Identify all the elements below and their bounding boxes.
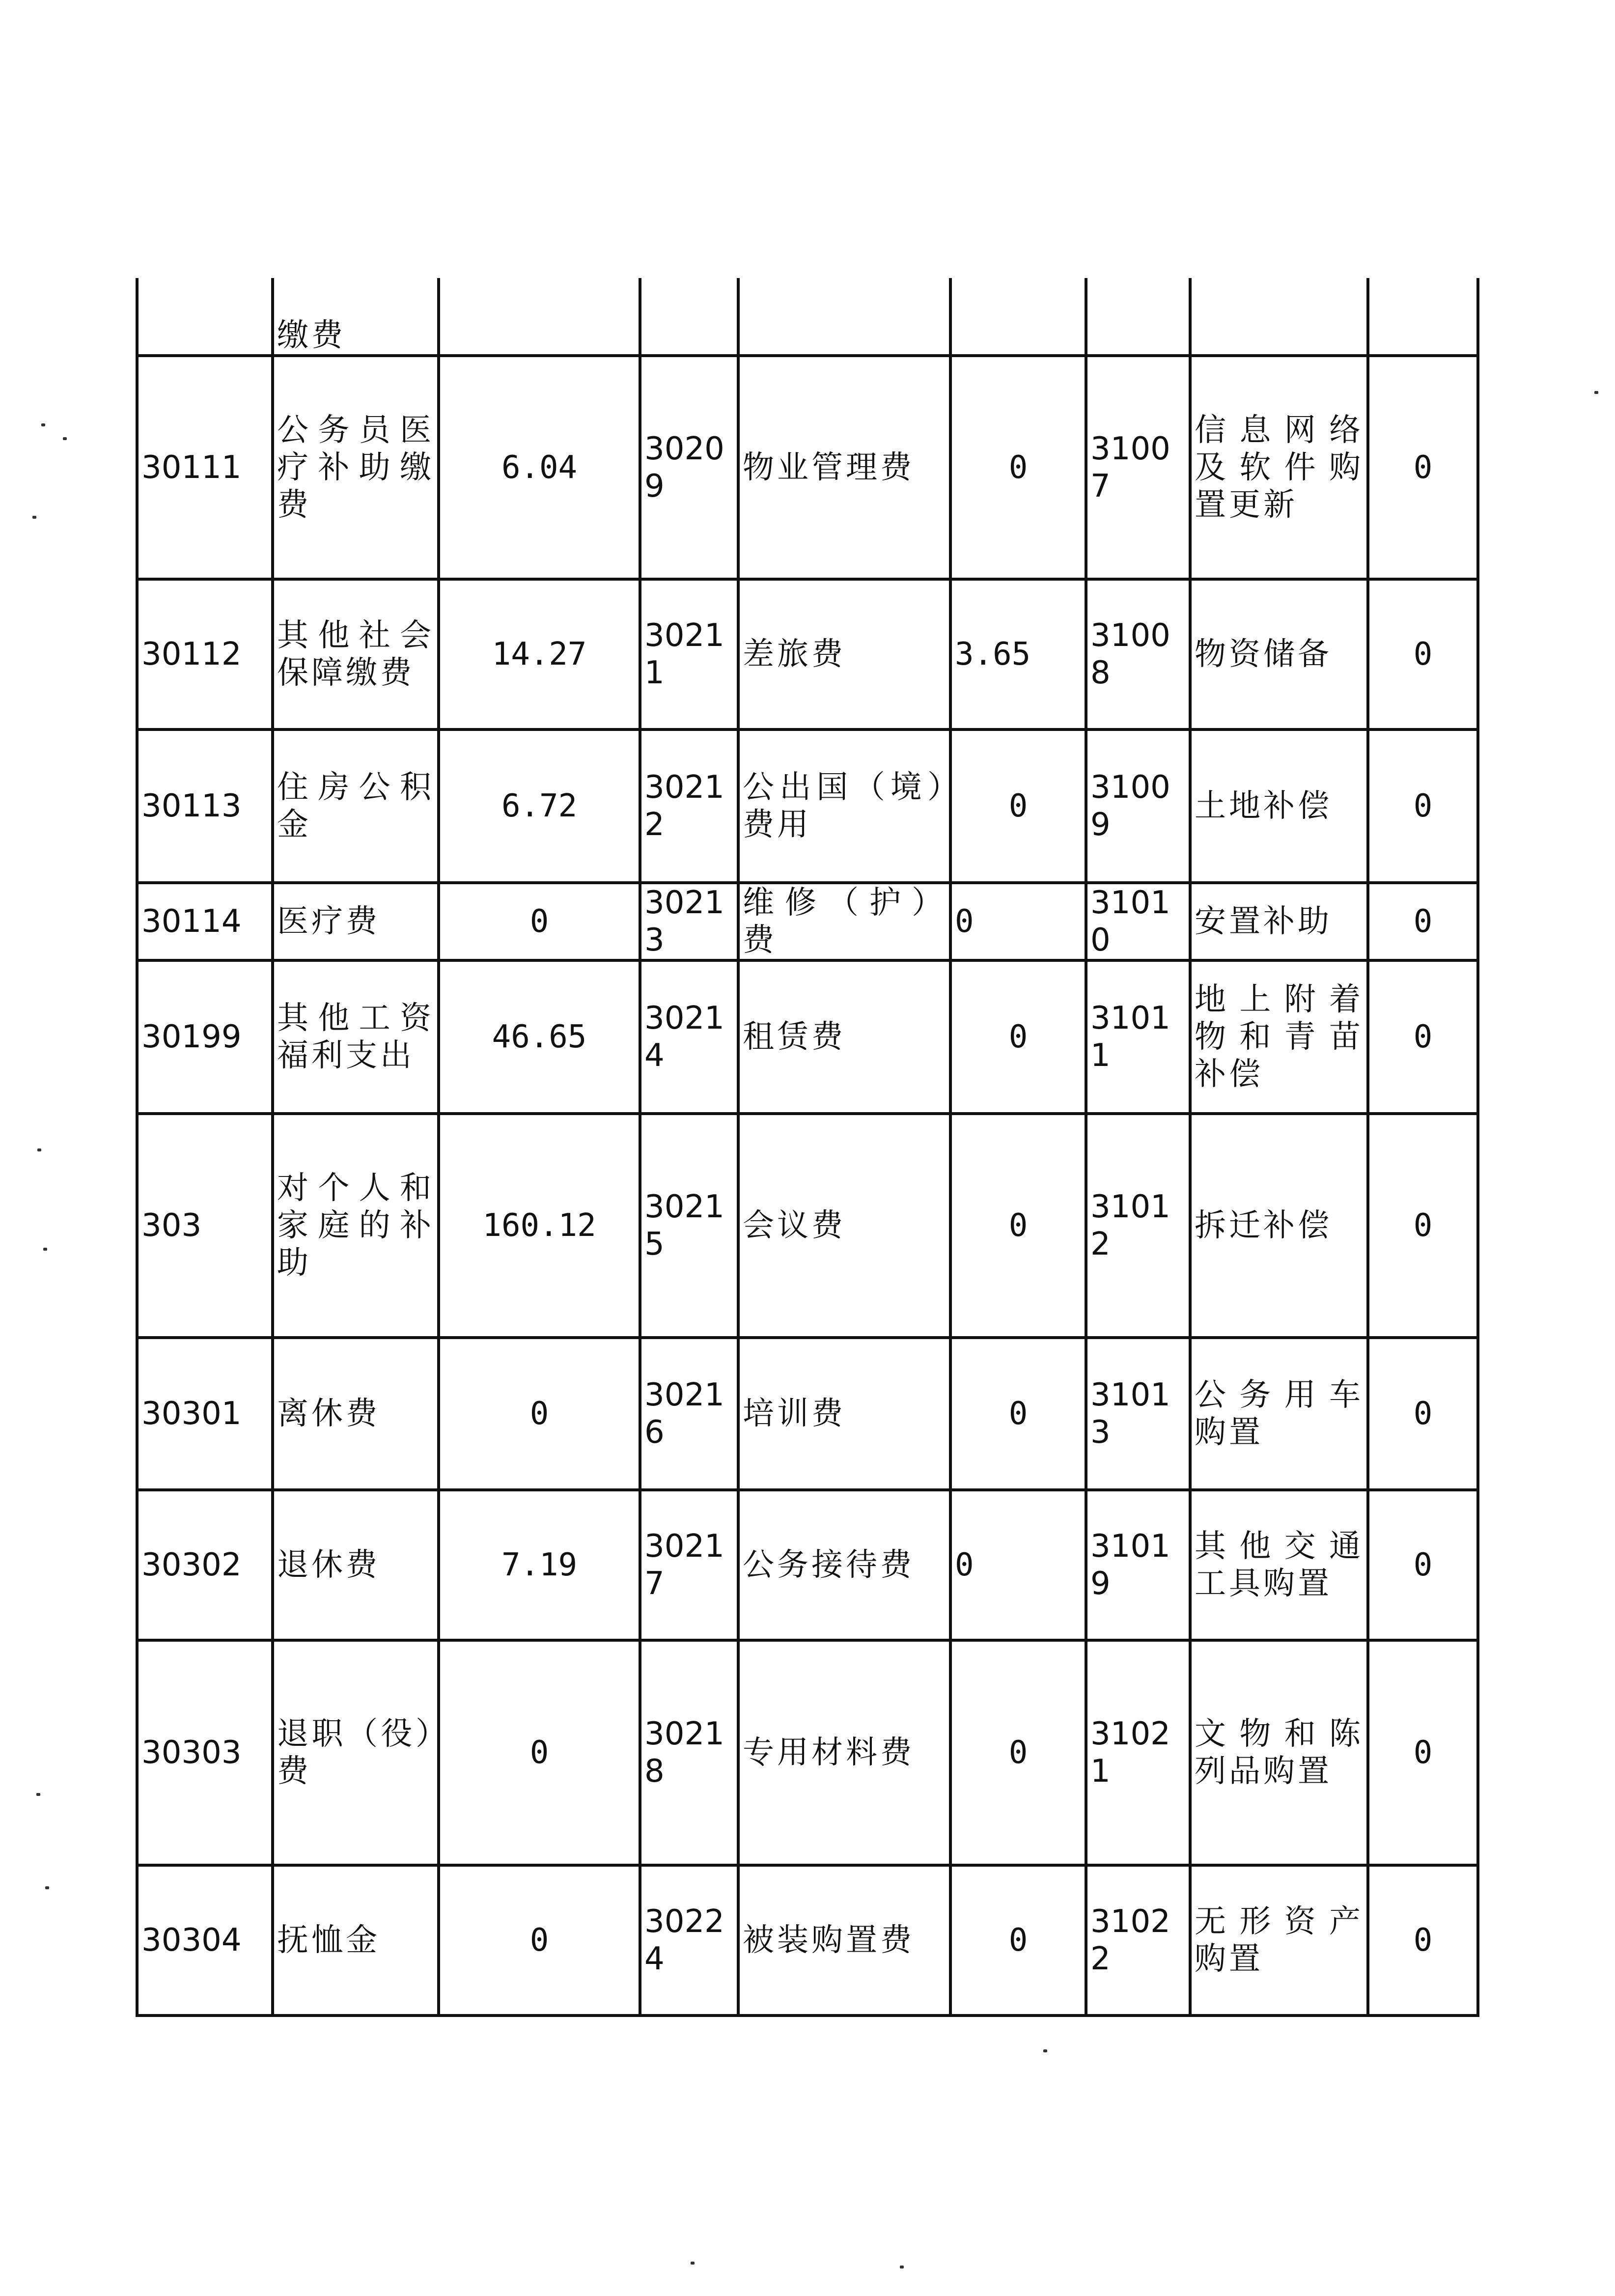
- code-cell: 31007: [1086, 356, 1190, 579]
- code-cell: 30111: [137, 356, 273, 579]
- amount-cell: 0: [1368, 1640, 1478, 1865]
- table-row: [137, 883, 1478, 960]
- table-row: [137, 356, 1478, 579]
- code-cell: 30304: [137, 1865, 273, 2016]
- amount-cell: 3.65: [950, 579, 1086, 729]
- item-name-cell: [738, 278, 950, 356]
- item-name-cell: 物资储备: [1190, 579, 1368, 729]
- code-cell: 30302: [137, 1490, 273, 1640]
- item-name-cell: 地上附着物和青苗补偿: [1190, 960, 1368, 1114]
- item-name-cell: 被装购置费: [738, 1865, 950, 2016]
- table-row: [137, 1640, 1478, 1865]
- scan-speck: [43, 1248, 47, 1251]
- amount-cell: 0: [950, 1490, 1086, 1640]
- code-cell: 303: [137, 1114, 273, 1338]
- code-cell: 31009: [1086, 729, 1190, 883]
- amount-cell: 0: [439, 1640, 640, 1865]
- scan-speck: [37, 1148, 41, 1151]
- amount-cell: [439, 278, 640, 356]
- code-cell: [1086, 278, 1190, 356]
- amount-cell: [1368, 278, 1478, 356]
- amount-cell: 0: [950, 1338, 1086, 1490]
- amount-cell: 46.65: [439, 960, 640, 1114]
- table-row: [137, 579, 1478, 729]
- code-cell: 31012: [1086, 1114, 1190, 1338]
- item-name-cell: [1190, 278, 1368, 356]
- code-cell: 30303: [137, 1640, 273, 1865]
- amount-cell: 0: [950, 1640, 1086, 1865]
- amount-cell: 0: [950, 1114, 1086, 1338]
- amount-cell: 7.19: [439, 1490, 640, 1640]
- scan-speck: [32, 516, 36, 519]
- amount-cell: 14.27: [439, 579, 640, 729]
- item-name-cell: 文物和陈列品购置: [1190, 1640, 1368, 1865]
- code-cell: 30114: [137, 883, 273, 960]
- amount-cell: 0: [950, 1865, 1086, 2016]
- amount-cell: 0: [1368, 883, 1478, 960]
- amount-cell: 0: [950, 356, 1086, 579]
- code-cell: 30215: [640, 1114, 738, 1338]
- code-cell: 31011: [1086, 960, 1190, 1114]
- item-name-cell: 公务接待费: [738, 1490, 950, 1640]
- code-cell: [137, 278, 273, 356]
- amount-cell: 0: [1368, 960, 1478, 1114]
- amount-cell: [950, 278, 1086, 356]
- code-cell: 30213: [640, 883, 738, 960]
- code-cell: 31013: [1086, 1338, 1190, 1490]
- item-name-cell: 会议费: [738, 1114, 950, 1338]
- scan-speck: [45, 1886, 49, 1889]
- item-name-cell: 住房公积金: [273, 729, 439, 883]
- table-row: [137, 1490, 1478, 1640]
- amount-cell: 0: [439, 1338, 640, 1490]
- amount-cell: 0: [950, 883, 1086, 960]
- table-row: [137, 1114, 1478, 1338]
- scan-speck: [691, 2262, 695, 2265]
- scan-speck: [63, 437, 67, 440]
- item-name-cell: 公出国（境）费用: [738, 729, 950, 883]
- item-name-cell: 土地补偿: [1190, 729, 1368, 883]
- amount-cell: 6.04: [439, 356, 640, 579]
- amount-cell: 6.72: [439, 729, 640, 883]
- item-name-cell: 信息网络及软件购置更新: [1190, 356, 1368, 579]
- code-cell: 30209: [640, 356, 738, 579]
- table-row: [137, 1865, 1478, 2016]
- code-cell: 31008: [1086, 579, 1190, 729]
- amount-cell: 160.12: [439, 1114, 640, 1338]
- item-name-cell: 其他社会保障缴费: [273, 579, 439, 729]
- code-cell: 31022: [1086, 1865, 1190, 2016]
- amount-cell: 0: [950, 729, 1086, 883]
- item-name-cell: 医疗费: [273, 883, 439, 960]
- item-name-cell: 安置补助: [1190, 883, 1368, 960]
- code-cell: 30214: [640, 960, 738, 1114]
- code-cell: 30218: [640, 1640, 738, 1865]
- expenditure-table: [136, 278, 1479, 2017]
- item-name-cell: 离休费: [273, 1338, 439, 1490]
- code-cell: 30301: [137, 1338, 273, 1490]
- amount-cell: 0: [1368, 1338, 1478, 1490]
- amount-cell: 0: [1368, 1490, 1478, 1640]
- code-cell: 30212: [640, 729, 738, 883]
- amount-cell: 0: [1368, 579, 1478, 729]
- scan-speck: [41, 423, 45, 426]
- item-name-cell: 其他交通工具购置: [1190, 1490, 1368, 1640]
- code-cell: 30199: [137, 960, 273, 1114]
- table-row: [137, 278, 1478, 356]
- amount-cell: 0: [950, 960, 1086, 1114]
- code-cell: 30217: [640, 1490, 738, 1640]
- item-name-cell: 缴费: [273, 278, 439, 356]
- amount-cell: 0: [439, 1865, 640, 2016]
- amount-cell: 0: [1368, 1865, 1478, 2016]
- code-cell: 31021: [1086, 1640, 1190, 1865]
- table-row: [137, 729, 1478, 883]
- code-cell: 31010: [1086, 883, 1190, 960]
- scan-speck: [1594, 391, 1598, 394]
- code-cell: 30112: [137, 579, 273, 729]
- item-name-cell: 退休费: [273, 1490, 439, 1640]
- table-row: [137, 960, 1478, 1114]
- code-cell: [640, 278, 738, 356]
- scan-speck: [1043, 2049, 1047, 2052]
- code-cell: 30211: [640, 579, 738, 729]
- scan-speck: [900, 2266, 904, 2268]
- amount-cell: 0: [439, 883, 640, 960]
- item-name-cell: 抚恤金: [273, 1865, 439, 2016]
- item-name-cell: 其他工资福利支出: [273, 960, 439, 1114]
- item-name-cell: 培训费: [738, 1338, 950, 1490]
- item-name-cell: 维修（护）费: [738, 883, 950, 960]
- code-cell: 30224: [640, 1865, 738, 2016]
- amount-cell: 0: [1368, 356, 1478, 579]
- item-name-cell: 公务员医疗补助缴费: [273, 356, 439, 579]
- item-name-cell: 退职（役）费: [273, 1640, 439, 1865]
- budget-sheet: [136, 278, 1476, 2017]
- table-row: [137, 1338, 1478, 1490]
- item-name-cell: 专用材料费: [738, 1640, 950, 1865]
- scan-speck: [36, 1793, 40, 1796]
- amount-cell: 0: [1368, 729, 1478, 883]
- item-name-cell: 对个人和家庭的补助: [273, 1114, 439, 1338]
- item-name-cell: 差旅费: [738, 579, 950, 729]
- item-name-cell: 无形资产购置: [1190, 1865, 1368, 2016]
- code-cell: 31019: [1086, 1490, 1190, 1640]
- item-name-cell: 公务用车购置: [1190, 1338, 1368, 1490]
- code-cell: 30216: [640, 1338, 738, 1490]
- item-name-cell: 拆迁补偿: [1190, 1114, 1368, 1338]
- code-cell: 30113: [137, 729, 273, 883]
- amount-cell: 0: [1368, 1114, 1478, 1338]
- item-name-cell: 租赁费: [738, 960, 950, 1114]
- item-name-cell: 物业管理费: [738, 356, 950, 579]
